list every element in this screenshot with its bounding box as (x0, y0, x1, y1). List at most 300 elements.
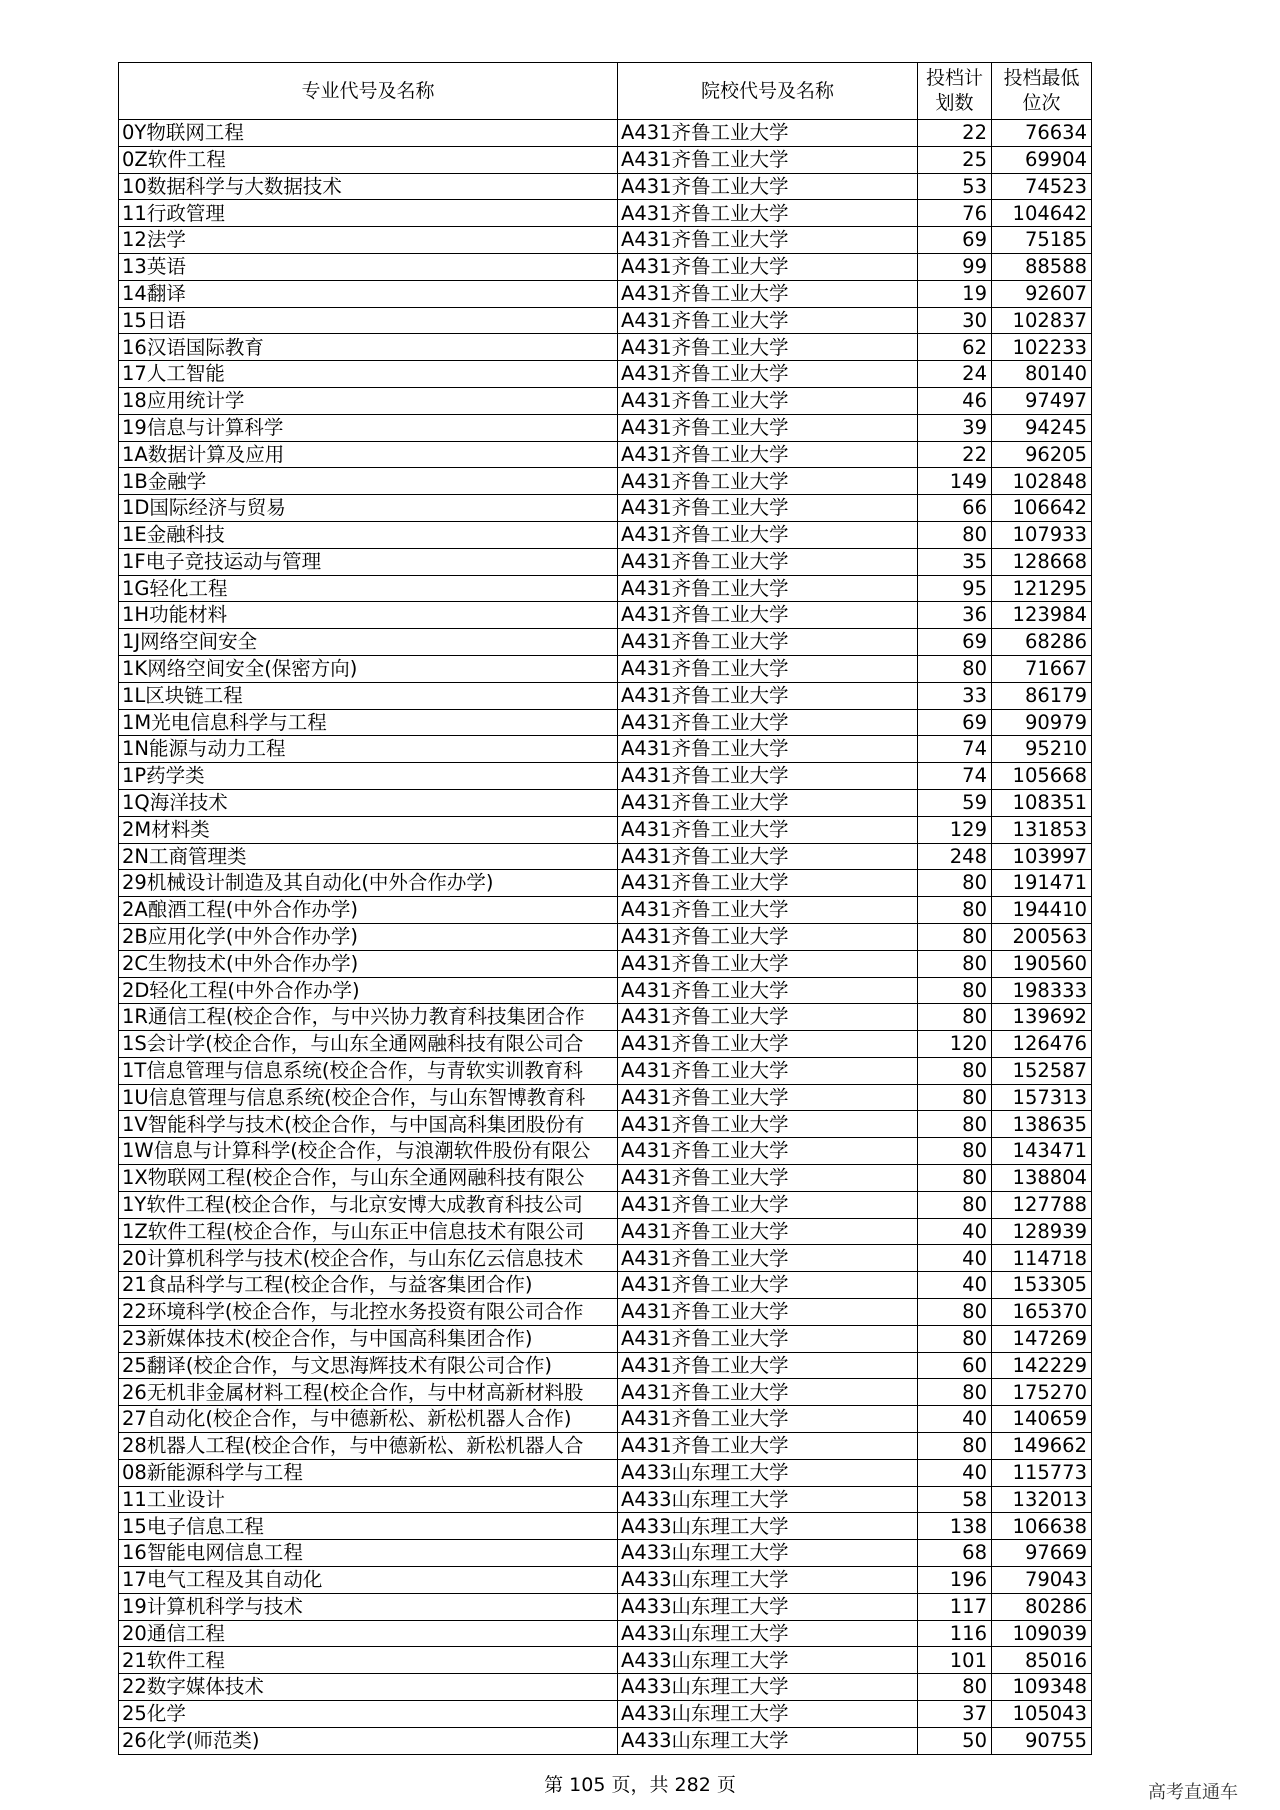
cell-rank: 138804 (992, 1165, 1092, 1192)
cell-school: A431齐鲁工业大学 (618, 1004, 918, 1031)
cell-rank: 132013 (992, 1486, 1092, 1513)
header-school: 院校代号及名称 (618, 63, 918, 120)
table-row (119, 468, 1092, 495)
cell-school: A431齐鲁工业大学 (618, 1191, 918, 1218)
cell-major: 0Y物联网工程 (119, 120, 618, 147)
cell-major: 16汉语国际教育 (119, 334, 618, 361)
cell-school: A431齐鲁工业大学 (618, 1325, 918, 1352)
cell-school: A431齐鲁工业大学 (618, 870, 918, 897)
cell-plan: 74 (918, 763, 992, 790)
table-row (119, 1004, 1092, 1031)
cell-major: 27自动化(校企合作，与中德新松、新松机器人合作) (119, 1406, 618, 1433)
cell-plan: 66 (918, 495, 992, 522)
cell-major: 15电子信息工程 (119, 1513, 618, 1540)
cell-rank: 102837 (992, 307, 1092, 334)
cell-school: A431齐鲁工业大学 (618, 200, 918, 227)
cell-major: 1F电子竞技运动与管理 (119, 548, 618, 575)
cell-rank: 105668 (992, 763, 1092, 790)
cell-plan: 80 (918, 1191, 992, 1218)
cell-major: 18应用统计学 (119, 387, 618, 414)
table-row (119, 789, 1092, 816)
cell-school: A433山东理工大学 (618, 1647, 918, 1674)
table-row (119, 763, 1092, 790)
cell-plan: 117 (918, 1593, 992, 1620)
table-row (119, 1433, 1092, 1460)
table-row (119, 120, 1092, 147)
table-row (119, 1593, 1092, 1620)
cell-major: 1U信息管理与信息系统(校企合作，与山东智博教育科 (119, 1084, 618, 1111)
cell-rank: 115773 (992, 1459, 1092, 1486)
cell-major: 1M光电信息科学与工程 (119, 709, 618, 736)
table-row (119, 682, 1092, 709)
cell-school: A433山东理工大学 (618, 1727, 918, 1754)
cell-major: 1B金融学 (119, 468, 618, 495)
cell-plan: 46 (918, 387, 992, 414)
cell-major: 25化学 (119, 1701, 618, 1728)
cell-school: A431齐鲁工业大学 (618, 414, 918, 441)
table-row (119, 1352, 1092, 1379)
cell-school: A431齐鲁工业大学 (618, 1272, 918, 1299)
cell-rank: 80286 (992, 1593, 1092, 1620)
cell-major: 22数字媒体技术 (119, 1674, 618, 1701)
cell-school: A433山东理工大学 (618, 1459, 918, 1486)
cell-school: A431齐鲁工业大学 (618, 736, 918, 763)
table-row (119, 897, 1092, 924)
cell-plan: 80 (918, 1165, 992, 1192)
cell-school: A431齐鲁工业大学 (618, 1031, 918, 1058)
cell-school: A431齐鲁工业大学 (618, 1406, 918, 1433)
table-row (119, 1620, 1092, 1647)
cell-school: A431齐鲁工业大学 (618, 789, 918, 816)
cell-plan: 69 (918, 629, 992, 656)
cell-plan: 40 (918, 1245, 992, 1272)
cell-school: A431齐鲁工业大学 (618, 655, 918, 682)
cell-plan: 40 (918, 1459, 992, 1486)
cell-school: A431齐鲁工业大学 (618, 1138, 918, 1165)
cell-rank: 153305 (992, 1272, 1092, 1299)
table-row (119, 870, 1092, 897)
cell-school: A431齐鲁工业大学 (618, 1165, 918, 1192)
watermark-text: 高考直通车 (1148, 1782, 1238, 1803)
cell-major: 15日语 (119, 307, 618, 334)
cell-school: A431齐鲁工业大学 (618, 816, 918, 843)
table-row (119, 227, 1092, 254)
cell-plan: 80 (918, 1299, 992, 1326)
table-row (119, 1567, 1092, 1594)
cell-rank: 79043 (992, 1567, 1092, 1594)
table-row (119, 1674, 1092, 1701)
cell-major: 1J网络空间安全 (119, 629, 618, 656)
cell-plan: 58 (918, 1486, 992, 1513)
cell-plan: 129 (918, 816, 992, 843)
cell-school: A431齐鲁工业大学 (618, 682, 918, 709)
cell-rank: 138635 (992, 1111, 1092, 1138)
cell-plan: 33 (918, 682, 992, 709)
cell-plan: 149 (918, 468, 992, 495)
cell-major: 25翻译(校企合作，与文思海辉技术有限公司合作) (119, 1352, 618, 1379)
cell-rank: 69904 (992, 146, 1092, 173)
cell-rank: 75185 (992, 227, 1092, 254)
cell-rank: 94245 (992, 414, 1092, 441)
cell-school: A431齐鲁工业大学 (618, 1352, 918, 1379)
table-row (119, 1138, 1092, 1165)
cell-plan: 30 (918, 307, 992, 334)
cell-school: A431齐鲁工业大学 (618, 280, 918, 307)
cell-rank: 105043 (992, 1701, 1092, 1728)
table-row (119, 923, 1092, 950)
table-row (119, 1406, 1092, 1433)
cell-plan: 24 (918, 361, 992, 388)
cell-plan: 74 (918, 736, 992, 763)
table-row (119, 977, 1092, 1004)
cell-rank: 152587 (992, 1057, 1092, 1084)
cell-major: 1P药学类 (119, 763, 618, 790)
cell-school: A431齐鲁工业大学 (618, 120, 918, 147)
cell-major: 17电气工程及其自动化 (119, 1567, 618, 1594)
cell-school: A431齐鲁工业大学 (618, 468, 918, 495)
cell-school: A431齐鲁工业大学 (618, 227, 918, 254)
cell-rank: 114718 (992, 1245, 1092, 1272)
cell-school: A433山东理工大学 (618, 1486, 918, 1513)
cell-school: A433山东理工大学 (618, 1540, 918, 1567)
table-row (119, 1459, 1092, 1486)
cell-major: 1R通信工程(校企合作，与中兴协力教育科技集团合作 (119, 1004, 618, 1031)
cell-rank: 191471 (992, 870, 1092, 897)
cell-rank: 88588 (992, 253, 1092, 280)
table-row (119, 361, 1092, 388)
table-row (119, 843, 1092, 870)
cell-major: 16智能电网信息工程 (119, 1540, 618, 1567)
cell-plan: 19 (918, 280, 992, 307)
table-row (119, 1111, 1092, 1138)
table-row (119, 1031, 1092, 1058)
cell-rank: 90979 (992, 709, 1092, 736)
cell-rank: 103997 (992, 843, 1092, 870)
cell-major: 1N能源与动力工程 (119, 736, 618, 763)
table-row (119, 1299, 1092, 1326)
table-row (119, 736, 1092, 763)
cell-plan: 69 (918, 709, 992, 736)
cell-rank: 76634 (992, 120, 1092, 147)
cell-school: A431齐鲁工业大学 (618, 387, 918, 414)
cell-major: 20计算机科学与技术(校企合作，与山东亿云信息技术 (119, 1245, 618, 1272)
cell-major: 2N工商管理类 (119, 843, 618, 870)
cell-school: A433山东理工大学 (618, 1701, 918, 1728)
cell-school: A433山东理工大学 (618, 1513, 918, 1540)
cell-major: 21软件工程 (119, 1647, 618, 1674)
cell-school: A431齐鲁工业大学 (618, 843, 918, 870)
cell-plan: 22 (918, 441, 992, 468)
table-row (119, 253, 1092, 280)
table-row (119, 1513, 1092, 1540)
cell-rank: 126476 (992, 1031, 1092, 1058)
table-row (119, 1486, 1092, 1513)
cell-plan: 80 (918, 870, 992, 897)
cell-school: A431齐鲁工业大学 (618, 977, 918, 1004)
cell-major: 11行政管理 (119, 200, 618, 227)
cell-plan: 40 (918, 1406, 992, 1433)
table-row (119, 1084, 1092, 1111)
cell-major: 29机械设计制造及其自动化(中外合作办学) (119, 870, 618, 897)
cell-school: A433山东理工大学 (618, 1593, 918, 1620)
admission-table (118, 62, 1092, 1755)
cell-rank: 108351 (992, 789, 1092, 816)
table-row (119, 307, 1092, 334)
cell-major: 1Q海洋技术 (119, 789, 618, 816)
cell-major: 1T信息管理与信息系统(校企合作，与青软实训教育科 (119, 1057, 618, 1084)
table-row (119, 575, 1092, 602)
table-row (119, 1218, 1092, 1245)
cell-major: 1H功能材料 (119, 602, 618, 629)
cell-plan: 80 (918, 977, 992, 1004)
cell-school: A433山东理工大学 (618, 1620, 918, 1647)
cell-plan: 36 (918, 602, 992, 629)
cell-major: 1Z软件工程(校企合作，与山东正中信息技术有限公司 (119, 1218, 618, 1245)
cell-rank: 200563 (992, 923, 1092, 950)
cell-school: A431齐鲁工业大学 (618, 1379, 918, 1406)
table-row (119, 1540, 1092, 1567)
cell-rank: 90755 (992, 1727, 1092, 1754)
cell-plan: 68 (918, 1540, 992, 1567)
cell-plan: 50 (918, 1727, 992, 1754)
cell-major: 08新能源科学与工程 (119, 1459, 618, 1486)
cell-major: 26无机非金属材料工程(校企合作，与中材高新材料股 (119, 1379, 618, 1406)
cell-major: 1W信息与计算科学(校企合作，与浪潮软件股份有限公 (119, 1138, 618, 1165)
cell-rank: 198333 (992, 977, 1092, 1004)
cell-plan: 116 (918, 1620, 992, 1647)
header-major: 专业代号及名称 (119, 63, 618, 120)
cell-school: A431齐鲁工业大学 (618, 334, 918, 361)
cell-rank: 106638 (992, 1513, 1092, 1540)
cell-plan: 80 (918, 1084, 992, 1111)
cell-major: 1G轻化工程 (119, 575, 618, 602)
cell-rank: 147269 (992, 1325, 1092, 1352)
cell-plan: 22 (918, 120, 992, 147)
cell-plan: 80 (918, 1111, 992, 1138)
cell-school: A431齐鲁工业大学 (618, 1057, 918, 1084)
cell-plan: 53 (918, 173, 992, 200)
table-row (119, 1727, 1092, 1754)
cell-plan: 40 (918, 1218, 992, 1245)
cell-plan: 138 (918, 1513, 992, 1540)
cell-rank: 165370 (992, 1299, 1092, 1326)
cell-school: A431齐鲁工业大学 (618, 361, 918, 388)
cell-school: A431齐鲁工业大学 (618, 602, 918, 629)
cell-school: A433山东理工大学 (618, 1674, 918, 1701)
cell-plan: 69 (918, 227, 992, 254)
table-row (119, 521, 1092, 548)
cell-school: A431齐鲁工业大学 (618, 1111, 918, 1138)
cell-rank: 123984 (992, 602, 1092, 629)
cell-rank: 74523 (992, 173, 1092, 200)
cell-plan: 76 (918, 200, 992, 227)
cell-rank: 157313 (992, 1084, 1092, 1111)
table-row (119, 816, 1092, 843)
cell-major: 22环境科学(校企合作，与北控水务投资有限公司合作 (119, 1299, 618, 1326)
cell-major: 1L区块链工程 (119, 682, 618, 709)
cell-major: 28机器人工程(校企合作，与中德新松、新松机器人合 (119, 1433, 618, 1460)
cell-rank: 109348 (992, 1674, 1092, 1701)
cell-rank: 102848 (992, 468, 1092, 495)
cell-school: A431齐鲁工业大学 (618, 709, 918, 736)
cell-major: 2B应用化学(中外合作办学) (119, 923, 618, 950)
cell-rank: 106642 (992, 495, 1092, 522)
cell-major: 1A数据计算及应用 (119, 441, 618, 468)
cell-plan: 248 (918, 843, 992, 870)
cell-rank: 109039 (992, 1620, 1092, 1647)
table-row (119, 1191, 1092, 1218)
cell-rank: 86179 (992, 682, 1092, 709)
cell-major: 1D国际经济与贸易 (119, 495, 618, 522)
cell-major: 23新媒体技术(校企合作，与中国高科集团合作) (119, 1325, 618, 1352)
cell-rank: 128668 (992, 548, 1092, 575)
table-row (119, 1647, 1092, 1674)
cell-plan: 80 (918, 1057, 992, 1084)
cell-rank: 190560 (992, 950, 1092, 977)
cell-rank: 71667 (992, 655, 1092, 682)
cell-plan: 80 (918, 1674, 992, 1701)
table-row (119, 709, 1092, 736)
cell-major: 2C生物技术(中外合作办学) (119, 950, 618, 977)
cell-school: A433山东理工大学 (618, 1567, 918, 1594)
cell-major: 21食品科学与工程(校企合作，与益客集团合作) (119, 1272, 618, 1299)
cell-major: 12法学 (119, 227, 618, 254)
table-row (119, 1325, 1092, 1352)
table-row (119, 602, 1092, 629)
cell-major: 1S会计学(校企合作，与山东全通网融科技有限公司合 (119, 1031, 618, 1058)
cell-rank: 107933 (992, 521, 1092, 548)
cell-school: A431齐鲁工业大学 (618, 763, 918, 790)
cell-school: A431齐鲁工业大学 (618, 575, 918, 602)
table-row (119, 1245, 1092, 1272)
cell-rank: 95210 (992, 736, 1092, 763)
cell-plan: 80 (918, 950, 992, 977)
table-row (119, 655, 1092, 682)
cell-school: A431齐鲁工业大学 (618, 950, 918, 977)
cell-plan: 101 (918, 1647, 992, 1674)
cell-plan: 80 (918, 1433, 992, 1460)
table-row (119, 1272, 1092, 1299)
cell-major: 1K网络空间安全(保密方向) (119, 655, 618, 682)
page-number: 第 105 页，共 282 页 (544, 1774, 736, 1796)
cell-plan: 196 (918, 1567, 992, 1594)
cell-rank: 131853 (992, 816, 1092, 843)
table-row (119, 629, 1092, 656)
cell-school: A431齐鲁工业大学 (618, 253, 918, 280)
cell-rank: 127788 (992, 1191, 1092, 1218)
cell-school: A431齐鲁工业大学 (618, 307, 918, 334)
cell-plan: 37 (918, 1701, 992, 1728)
cell-rank: 121295 (992, 575, 1092, 602)
cell-plan: 80 (918, 1325, 992, 1352)
cell-major: 20通信工程 (119, 1620, 618, 1647)
cell-school: A431齐鲁工业大学 (618, 548, 918, 575)
cell-major: 0Z软件工程 (119, 146, 618, 173)
cell-school: A431齐鲁工业大学 (618, 146, 918, 173)
cell-major: 1X物联网工程(校企合作，与山东全通网融科技有限公 (119, 1165, 618, 1192)
table-row (119, 146, 1092, 173)
cell-rank: 128939 (992, 1218, 1092, 1245)
table-row (119, 387, 1092, 414)
cell-plan: 40 (918, 1272, 992, 1299)
table-row (119, 414, 1092, 441)
cell-rank: 96205 (992, 441, 1092, 468)
cell-rank: 149662 (992, 1433, 1092, 1460)
cell-rank: 194410 (992, 897, 1092, 924)
cell-rank: 68286 (992, 629, 1092, 656)
cell-major: 1E金融科技 (119, 521, 618, 548)
cell-rank: 92607 (992, 280, 1092, 307)
cell-rank: 85016 (992, 1647, 1092, 1674)
table-row (119, 950, 1092, 977)
cell-plan: 62 (918, 334, 992, 361)
cell-plan: 80 (918, 655, 992, 682)
cell-rank: 97497 (992, 387, 1092, 414)
cell-plan: 35 (918, 548, 992, 575)
table-row (119, 280, 1092, 307)
cell-school: A431齐鲁工业大学 (618, 1084, 918, 1111)
cell-school: A431齐鲁工业大学 (618, 629, 918, 656)
cell-major: 10数据科学与大数据技术 (119, 173, 618, 200)
table-row (119, 1057, 1092, 1084)
cell-major: 2M材料类 (119, 816, 618, 843)
cell-school: A431齐鲁工业大学 (618, 521, 918, 548)
table-row (119, 495, 1092, 522)
cell-major: 2D轻化工程(中外合作办学) (119, 977, 618, 1004)
cell-plan: 80 (918, 1138, 992, 1165)
cell-major: 19信息与计算科学 (119, 414, 618, 441)
cell-major: 1V智能科学与技术(校企合作，与中国高科集团股份有 (119, 1111, 618, 1138)
table-row (119, 441, 1092, 468)
cell-school: A431齐鲁工业大学 (618, 1299, 918, 1326)
table-row (119, 334, 1092, 361)
cell-plan: 80 (918, 897, 992, 924)
cell-rank: 80140 (992, 361, 1092, 388)
cell-school: A431齐鲁工业大学 (618, 441, 918, 468)
cell-major: 19计算机科学与技术 (119, 1593, 618, 1620)
cell-plan: 80 (918, 521, 992, 548)
cell-plan: 59 (918, 789, 992, 816)
cell-rank: 142229 (992, 1352, 1092, 1379)
cell-plan: 80 (918, 1379, 992, 1406)
cell-plan: 39 (918, 414, 992, 441)
header-row (119, 63, 1092, 120)
table-row (119, 1165, 1092, 1192)
cell-major: 2A酿酒工程(中外合作办学) (119, 897, 618, 924)
table-row (119, 173, 1092, 200)
cell-school: A431齐鲁工业大学 (618, 1245, 918, 1272)
table-row (119, 1379, 1092, 1406)
cell-rank: 140659 (992, 1406, 1092, 1433)
cell-school: A431齐鲁工业大学 (618, 1218, 918, 1245)
cell-plan: 25 (918, 146, 992, 173)
cell-rank: 97669 (992, 1540, 1092, 1567)
cell-plan: 80 (918, 1004, 992, 1031)
table-row (119, 1701, 1092, 1728)
cell-major: 17人工智能 (119, 361, 618, 388)
cell-major: 11工业设计 (119, 1486, 618, 1513)
cell-plan: 60 (918, 1352, 992, 1379)
table-row (119, 548, 1092, 575)
cell-major: 26化学(师范类) (119, 1727, 618, 1754)
cell-school: A431齐鲁工业大学 (618, 923, 918, 950)
cell-rank: 104642 (992, 200, 1092, 227)
table-row (119, 200, 1092, 227)
header-plan: 投档计 划数 (918, 63, 992, 120)
cell-school: A431齐鲁工业大学 (618, 495, 918, 522)
cell-plan: 80 (918, 923, 992, 950)
cell-plan: 120 (918, 1031, 992, 1058)
